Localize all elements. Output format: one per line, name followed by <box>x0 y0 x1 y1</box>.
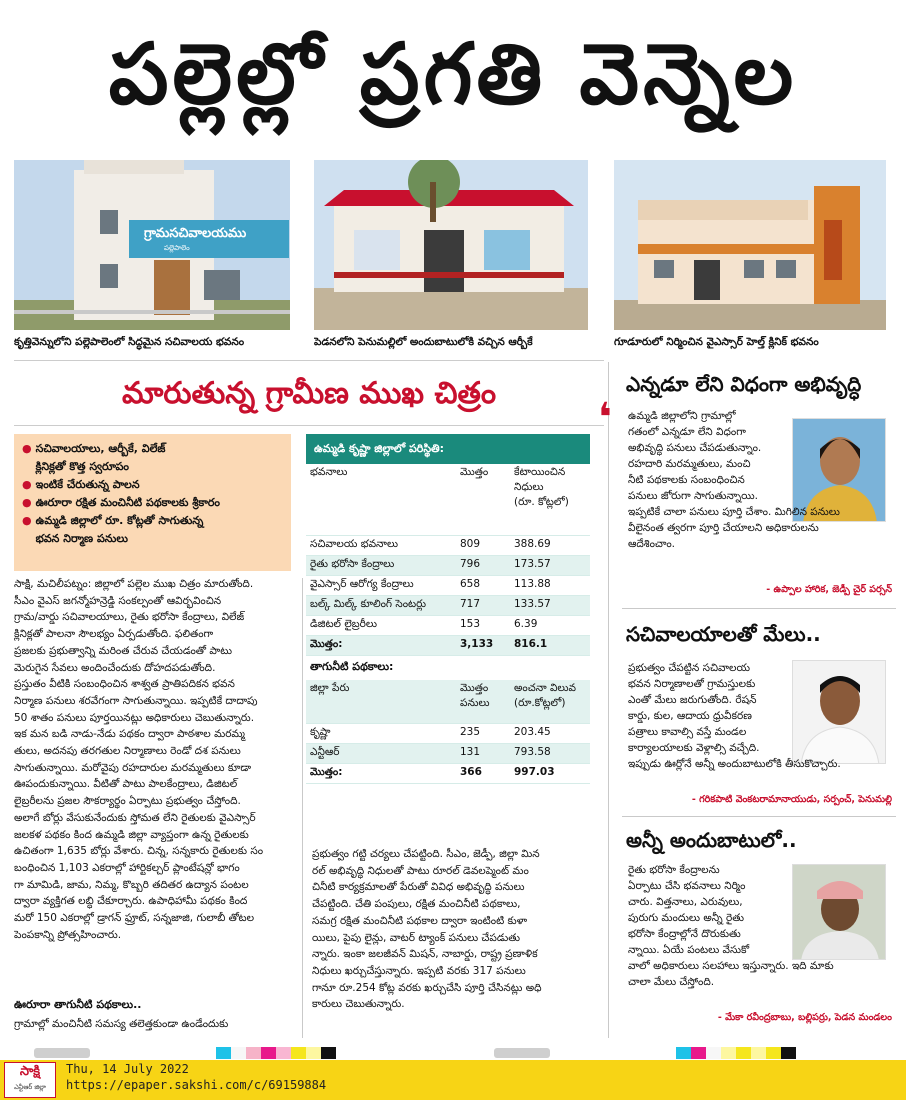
highlight-item: ● ఇంటికే చేరుతున్న పాలన <box>22 476 285 494</box>
table-cell: 816.1 <box>514 638 548 650</box>
photo-caption-clinic: గూడూరులో నిర్మించిన వైఎస్సార్ హెల్త్ క్లినిక్ భవనం <box>614 336 819 348</box>
secretariat-sign-text: గ్రామసచివాలయము <box>144 226 247 241</box>
table-cell: 388.69 <box>514 538 551 550</box>
bullet-icon: ● <box>22 496 32 509</box>
column-divider <box>302 578 303 1038</box>
sidebar-text-availability: రైతు భరోసా కేంద్రాలను ఏర్పాటు చేసి భవనాలు నిర్మిం చారు. విత్తనాలు, ఎరువులు, పురుగు మందులు అన్నీ రైతు భరోసా కేంద్రాల్లోనే దొరుకుతు న్నాయి. ఏయే పంటలు వేసుకో వాలో అధికారులు సలహాలు ఇస్తున్నారు. ఇది మాకు చాలా మేలు చేస్తోంది. <box>628 864 834 988</box>
table-cell: 203.45 <box>514 726 551 738</box>
sidebar-text-secretariats: ప్రభుత్వం చేపట్టిన సచివాలయ భవన నిర్మాణాలతో గ్రామస్తులకు ఎంతో మేలు జరుగుతోంది. రేషన్ కార్డు, కుల, ఆదాయ ధ్రువీకరణ పత్రాలు కావాల్సి వస్తే మండల కార్యాలయాలకు వెళ్లాల్సి వచ్చేది. ఇప్పుడు ఊర్లోనే అన్నీ అందుబాటులోకి తీసుకొచ్చారు. <box>628 662 841 770</box>
footer-url[interactable]: https://epaper.sakshi.com/c/69159884 <box>66 1078 327 1092</box>
table-cell: 997.03 <box>514 766 555 778</box>
article-body-column-1: సాక్షి, మచిలీపట్నం: జిల్లాలో పల్లెల ముఖ చిత్రం మారుతోంది. సీఎం వైఎస్ జగన్మోహన్రెడ్డి సంకల్పంతో ఆవిర్భవించిన గ్రామ/వార్డు సచివాలయాలు, రైతు భరోసా కేంద్రాలు, విలేజ్ క్లినిక్లతో పాలనా సౌలభ్యం ఏర్పడుతోంది. ఫలితంగా ప్రజలకు ప్రభుత్వాన్ని మరింత చేరువ చేయడంతో పాటు మెరుగైన సేవలు అందించేందుకు దోహదపడుతోంది. ప్రస్తుతం వీటికి సంబంధించిన శాశ్వత ప్రాతిపదికన భవన నిర్మాణ పనులు శరవేగంగా సాగుతున్నాయి. ఇప్పటికే దాదాపు 50 శాతం పనులు పూర్తయినట్లు అధికారులు చెబుతున్నారు. ఇక మన బడి నాడు-నేడు పథకం ద్వారా పాఠశాల మరమ్మ తులు, అదనపు తరగతుల నిర్మాణాలు రెండో దశ పనులు సాగుతున్నాయి. మరోవైపు రహదారుల మరమ్మతులు కూడా ఊపందుకున్నాయి. వీటితో పాటు పాలకేంద్రాలు, డిజిటల్ లైబ్రరీలను ప్రజల సౌకర్యార్థం ఏర్పాటు ప్రభుత్వం చేస్తోంది. అలాగే బోర్లు వేసుకునేందుకు స్తోమత లేని రైతులకు వైఎస్సార్ జలకళ పథకం కింద ఉమ్మడి జిల్లా వ్యాప్తంగా ఉన్న రైతులకు ఉచితంగా 1,635 బోర్లు వేశారు. చిన్న, సన్నకారు రైతులకు సం బంధించిన 1,103 ఎకరాల్లో హార్టికల్చర్ ప్లాంటేషన్లో భాగం గా మామిడి, జామ, నిమ్మ, కొబ్బరి తదితర ఉద్యాన పంటల ద్వారా వ్యక్తిగత లబ్ధి చేకూర్చారు. ఉపాధిహామీ పథకం కింద మరో 150 ఎకరాల్లో డ్రాగన్ ఫ్రూట్, సన్నజాజి, గులాబీ తోటల పెంపకాన్ని ప్రోత్సహించారు. <box>14 578 264 941</box>
table-cell: మొత్తం: <box>310 638 343 650</box>
table-cell: 173.57 <box>514 558 551 570</box>
secretariat-building-illustration <box>14 160 290 330</box>
print-register-mark <box>494 1048 550 1058</box>
district-statistics-table <box>306 434 590 832</box>
table-cell: మొత్తం: <box>310 766 343 778</box>
table-row <box>306 764 590 784</box>
table-row <box>306 616 590 636</box>
table-cell: డిజిటల్ లైబ్రరీలు <box>310 618 377 630</box>
rbk-building-illustration <box>314 160 588 330</box>
highlight-item: ● సచివాలయాలు, ఆర్బీకే, విలేజ్ క్లినిక్లతో కొత్త స్వరూపం <box>22 440 285 476</box>
sidebar-heading-secretariats: సచివాలయాలతో మేలు.. <box>626 622 821 646</box>
table-row <box>306 576 590 596</box>
column-divider <box>608 362 609 1038</box>
article-subheading-drinking-water: ఊరూరా తాగునీటి పథకాలు.. <box>14 998 142 1011</box>
table-cell: 809 <box>460 538 481 550</box>
table-cell: 658 <box>460 578 481 590</box>
photo-secretariat-building <box>14 160 290 330</box>
sakshi-logo: సాక్షి ఎన్టీఆర్ జిల్లా <box>4 1062 56 1098</box>
table-row <box>306 596 590 616</box>
bullet-icon: ● <box>22 514 32 527</box>
table-row <box>306 556 590 576</box>
sidebar-attribution-development: - ఉప్పాల హారిక, జెడ్పీ చైర్ పర్సన్ <box>766 584 892 595</box>
table-cell: 366 <box>460 766 482 778</box>
table-row <box>306 724 590 744</box>
article-body-column-1-tail: గ్రామాల్లో మంచినీటి సమస్య తలెత్తకుండా ఉండేందుకు <box>14 1018 229 1030</box>
table-cell: 153 <box>460 618 481 630</box>
sidebar-attribution-secretariats: - గరికపాటి వెంకటరామానాయుడు, సర్పంచ్, పెనుమల్లి <box>691 794 892 805</box>
sidebar-attribution-availability: - మేకా రవీంద్రబాబు, బల్లిపర్రు, పెడన మండలం <box>717 1012 892 1023</box>
table-row <box>306 536 590 556</box>
water-table-header-row: జిల్లా పేరు మొత్తం పనులు అంచనా విలువ (రూ.కోట్లలో) <box>306 680 590 724</box>
secretariat-sign-subtext: పల్లెపాలెం <box>164 244 190 252</box>
table-cell: రైతు భరోసా కేంద్రాలు <box>310 558 395 570</box>
table-cell: 235 <box>460 726 481 738</box>
table-cell: 717 <box>460 598 481 610</box>
highlights-box <box>14 434 291 571</box>
table-cell: 6.39 <box>514 618 538 630</box>
table-cell: 131 <box>460 746 481 758</box>
table-header-row: భవనాలు మొత్తం కేటాయించిన నిధులు (రూ. కోట్లలో) <box>306 464 590 536</box>
subheadline: మారుతున్న గ్రామీణ ముఖ చిత్రం <box>14 360 604 426</box>
table-cell: 3,133 <box>460 638 494 650</box>
bullet-icon: ● <box>22 442 32 455</box>
photo-health-clinic <box>614 160 886 330</box>
table-row <box>306 744 590 764</box>
sidebar-heading-availability: అన్నీ అందుబాటులో.. <box>626 828 797 852</box>
quote-mark-icon: ❛ <box>598 395 612 441</box>
article-body-column-2: ప్రభుత్వం గట్టి చర్యలు చేపట్టింది. సీఎం, జెడ్పీ, జిల్లా మిన రల్ అభివృద్ధి నిధులతో పాటు రూరల్ డెవలప్మెంట్ మం చినీటి కార్యక్రమాలతో పేరుతో వివిధ అభివృద్ధి పనులు చేపట్టింది. చేతి పంపులు, రక్షిత మంచినీటి పథకాలు, సమగ్ర రక్షిత మంచినీటి పథకాల ద్వారా ఇంటింటి కుళా యిలు, పైపు లైన్లు, వాటర్ ట్యాంక్ పనులు చేపడుతు న్నారు. ఇంకా జలజీవన్ మిషన్, నాబార్డు, రాష్ట్ర ప్రణాళిక నిధులు ఖర్చుచేస్తున్నారు. ఇప్పటి వరకు 317 పనులు గానూ రూ.254 కోట్ల వరకు ఖర్చుచేసి పూర్తి చేసినట్లు అధి కారులు చెబుతున్నారు. <box>312 848 542 1011</box>
sidebar-divider <box>622 816 896 817</box>
photo-caption-rbk: పెడనలోని పెనుమల్లిలో అందుబాటులోకి వచ్చిన ఆర్బీకే <box>314 336 533 348</box>
print-register-mark <box>34 1048 90 1058</box>
table-cell: సచివాలయ భవనాలు <box>310 538 399 550</box>
table-cell: 133.57 <box>514 598 551 610</box>
bullet-icon: ● <box>22 478 32 491</box>
table-cell: 793.58 <box>514 746 551 758</box>
photo-rbk-building <box>314 160 588 330</box>
table-cell: 796 <box>460 558 481 570</box>
headline: పల్లెల్లో ప్రగతి వెన్నెల <box>108 25 798 123</box>
table-title: ఉమ్మడి కృష్ణా జిల్లాలో పరిస్థితి: <box>306 434 590 464</box>
photo-caption-secretariat: కృత్తివెన్నులోని పల్లెపాలెంలో సిద్ధమైన సచివాలయ భవనం <box>14 336 245 348</box>
table-cell: ఎన్టీఆర్ <box>310 746 340 758</box>
print-color-bar <box>216 1047 336 1059</box>
print-color-bar <box>676 1047 796 1059</box>
table-cell: 113.88 <box>514 578 551 590</box>
table-cell: వైఎస్సార్ ఆరోగ్య కేంద్రాలు <box>310 578 414 590</box>
sidebar-text-development: ఉమ్మడి జిల్లాలోని గ్రామాల్లో గతంలో ఎన్నడూ లేని విధంగా అభివృద్ధి పనులు చేపడుతున్నాం. రహదారి మరమ్మతులు, మంచి నీటి పథకాలకు సంబంధించిన పనులు జోరుగా సాగుతున్నాయి. ఇప్పటికే చాలా పనులు పూర్తి చేశాం. మిగిలిన పనులు వీలైనంత త్వరగా పూర్తి చేయాలని అధికారులను ఆదేశించాం. <box>628 410 840 550</box>
table-cell: బల్క్ మిల్క్ కూలింగ్ సెంటర్లు <box>310 598 427 610</box>
highlight-item: ● ఊరూరా రక్షిత మంచినీటి పథకాలకు శ్రీకారం <box>22 494 285 512</box>
footer-date: Thu, 14 July 2022 <box>66 1062 189 1076</box>
sidebar-divider <box>622 608 896 609</box>
health-clinic-illustration <box>614 160 886 330</box>
table-cell: కృష్ణా <box>310 726 331 738</box>
highlight-item: ● ఉమ్మడి జిల్లాలో రూ. కోట్లతో సాగుతున్న భవన నిర్మాణ పనులు <box>22 512 285 548</box>
water-schemes-title: తాగునీటి పథకాలు: <box>310 660 394 673</box>
sidebar-heading-development: ఎన్నడూ లేని విధంగా అభివృద్ధి <box>626 372 862 396</box>
table-row <box>306 636 590 656</box>
